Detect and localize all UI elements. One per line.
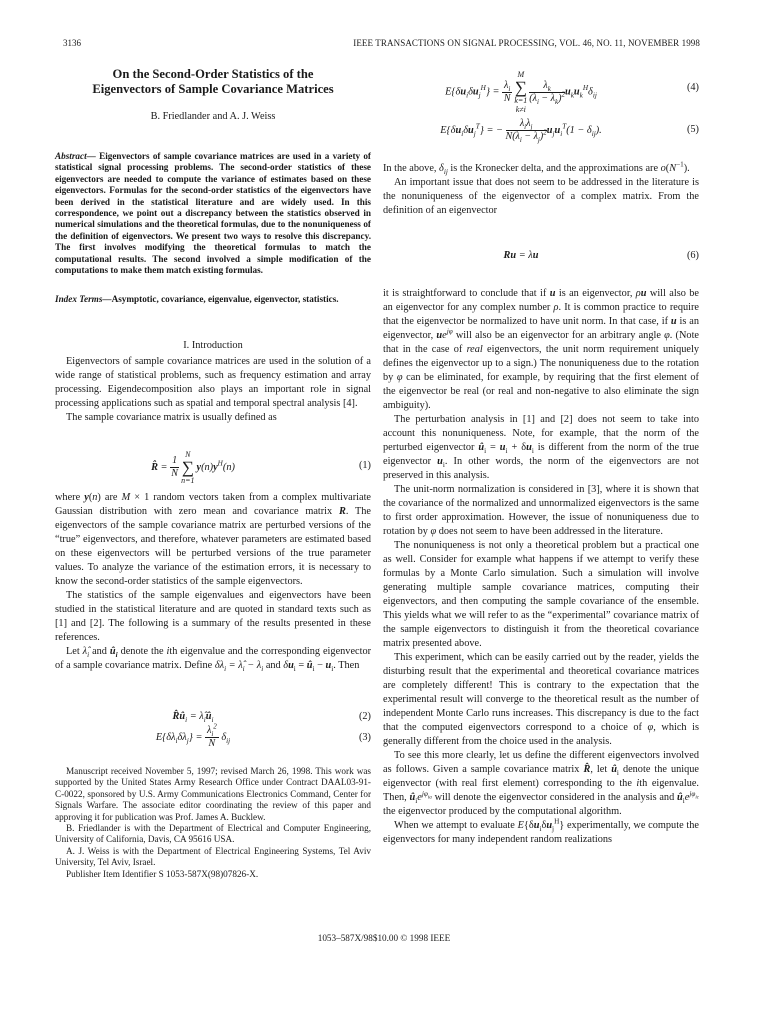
footnote bbox=[55, 766, 371, 880]
abstract-label: Abstract— bbox=[55, 151, 96, 161]
intro-paragraphs bbox=[55, 355, 371, 425]
authors: B. Friedlander and A. J. Weiss bbox=[150, 111, 276, 122]
equation-5-body: $E\{\delta u_i\delta u_j^T\}$ = − $\frac{\lambda_i\lambda_j}{N(\lambda_i - \lambda_j)^2}$ $u_ju_i^T(1 - \delta_{ij})$. bbox=[440, 118, 602, 144]
abstract bbox=[55, 151, 371, 276]
paragraph: it is straightforward to conclude that if u is an eigenvector, ρu will also be an eigenvector for any complex number ρ. It is common practice to require that the eigenvector be normalized to have unit norm. In that case, if u is an eigenvector, $ue^{j\varphi}$ will also be an eigenvector for an arbitrary angle φ. (Note that in the case of real eigenvectors, the unit norm requirement uniquely defines the eigenvector up to a sign.) The nonuniqueness due to the rotation by φ can be eliminated, for example, by requiring that the first element of the eigenvector be real (or real and non-negative to also eliminate the sign ambiguity). bbox=[383, 288, 700, 411]
index-terms-text: Asymptotic, covariance, eigenvalue, eigenvector, statistics. bbox=[111, 294, 339, 304]
paragraph: This experiment, which can be easily carried out by the reader, yields the disturbing result that the experimental and theoretical covariance matrices are completely different! This is contrary to the expectation that the experimental result will converge to the theoretical result as the number of independent Monte Carlo runs increases. This discrepancy is due to the fact that the computed eigenvectors correspond to a choice of φ, which is generally different from the choice used in the analysis. bbox=[383, 652, 699, 747]
paragraph: In the above, $\delta_{ij}$ is the Kronecker delta, and the approximations are $o(N^{-1})$. bbox=[383, 160, 690, 177]
equation-6-body: Ru = λu bbox=[503, 250, 539, 261]
index-terms-label: Index Terms— bbox=[55, 294, 112, 304]
equation-5-number: (5) bbox=[686, 124, 699, 135]
equation-5 bbox=[383, 118, 699, 146]
title-line-1: On the Second-Order Statistics of the bbox=[112, 67, 314, 81]
paragraph: An important issue that does not seem to be addressed in the literature is the nonuniqueness of the eigenvector of a complex matrix. From the definition of an eigenvector bbox=[383, 177, 699, 216]
body-paragraphs-left bbox=[55, 491, 371, 673]
equation-6 bbox=[383, 250, 699, 266]
equation-2-number: (2) bbox=[358, 711, 371, 722]
paragraph: When we attempt to evaluate $E\{\delta u_i\delta u_j^H\}$ experimentally, we compute the eigenvectors for many independent random realizations bbox=[383, 817, 699, 845]
index-terms bbox=[55, 294, 371, 305]
paragraph: To see this more clearly, let us define the different eigenvectors involved as follows. Given a sample covariance matrix R̂, let $û_i$ denote the unique eigenvector (with real first element) corresponding to the ith eigenvalue. Then, $û_ie^{j\varphi_{ia}}$ will denote the eigenvector considered in the analysis and $û_ie^{j\varphi_{ic}}$ the eigenvector produced by the computational algorithm. bbox=[383, 750, 699, 817]
body-paragraphs-right-1 bbox=[383, 162, 699, 218]
equation-4-body: $E\{\delta u_i\delta u_j^H\}$ = $\frac{\lambda_i}{N}$ M ∑ k=1 k≠i $\frac{\lambda_k}{(\lambda_i - \lambda_k)^2}$ $u_ku_k^H\delta_{ij}$ bbox=[445, 70, 597, 114]
equation-2-body: $R̂û_i$ = $\lambdâ_iû_i$ bbox=[172, 711, 214, 725]
paragraph: Let $\lambdâ_i$ and $û_i$ denote the ith eigenvalue and the corresponding eigenvector of a sample covariance matrix. Define $\delta\lambda_i$ = $\lambdâ_i - \lambda_i$ and $\delta u_i$ = $û_i - u_i$. Then bbox=[55, 646, 372, 674]
equation-6-number: (6) bbox=[686, 250, 699, 261]
paragraph: The nonuniqueness is not only a theoretical problem but a practical one as well. Consider for example what happens if we attempt to verify these formulas by a Monte Carlo simulation. Such a simulation will involve generating multiple sample covariance matrices, computing their eigenvectors, and then computing the sample covariance of the ensemble. This yields what we will refer to as the “experimental” covariance matrix of the sample eigenvectors to distinguish it from the theoretical covariance matrix presented above. bbox=[383, 540, 699, 649]
equation-3 bbox=[55, 722, 371, 751]
equation-1-number: (1) bbox=[358, 460, 371, 471]
equation-3-number: (3) bbox=[358, 732, 371, 743]
equation-1 bbox=[55, 448, 371, 488]
equation-4 bbox=[383, 70, 699, 114]
paragraph: The sample covariance matrix is usually defined as bbox=[66, 412, 277, 423]
paragraph: The statistics of the sample eigenvalues and eigenvectors have been studied in the statistical literature and are quoted in standard texts such as [1] and [2]. The following is a summary of the results presented in these references. bbox=[55, 590, 371, 643]
title-line-2: Eigenvectors of Sample Covariance Matrices bbox=[92, 82, 334, 96]
paper-title bbox=[55, 67, 371, 97]
footnote-received: Manuscript received November 5, 1997; revised March 26, 1998. This work was supported by the United States Army Research Office under Contract DAAL03-91-C-0022, sponsored by U.S. Army Communications Electronics Command, Center for Signals Warfare. The associate editor coordinating the review of this paper and approving it for publication was Prof. James A. Bucklew. bbox=[55, 766, 371, 822]
equation-4-number: (4) bbox=[686, 82, 699, 93]
abstract-text: Eigenvectors of sample covariance matrices are used in a variety of statistical signal processing problems. The second-order statistics of these eigenvectors are needed to compute the variance of estimates based on these eigenvectors. Formulas for the second-order statistics of the eigenvectors have been derived in the statistical literature and are widely used. In this correspondence, we point out a discrepancy between the statistics observed in numerical simulations and the theoretical formulas, due to the nonuniqueness of the definition of eigenvectors. We present two ways to resolve this discrepancy. The first involves modifying the theoretical formulas to match the computational results. The second involved a simple modification of the computations to make them match existing formulas. bbox=[55, 151, 371, 276]
footnote-pii: Publisher Item Identifier S 1053-587X(98)07826-X. bbox=[66, 868, 259, 879]
equation-3-body: $E\{\delta\lambda_i\delta\lambda_j\}$ = $\frac{\lambda_i^2}{N}$ $\delta_{ij}$ bbox=[155, 722, 231, 749]
paragraph: where y(n) are M × 1 random vectors taken from a complex multivariate Gaussian distribution with zero mean and covariance matrix R. The eigenvectors of the sample covariance matrix are perturbed versions of the “true” eigenvectors, and therefore, whatever parameters are estimated based on these eigenvectors will be perturbed versions of the true parameter values. To analyze the variance of the estimation errors, it is necessary to know the second-order statistics of the sample eigenvectors. bbox=[55, 492, 371, 587]
copyright-footer: 1053–587X/98$10.00 © 1998 IEEE bbox=[317, 933, 451, 943]
page-number: 3136 bbox=[63, 38, 81, 48]
body-paragraphs-right-2 bbox=[383, 287, 699, 847]
paragraph: Eigenvectors of sample covariance matrices are used in the solution of a wide range of statistical problems, such as frequency estimation and array processing. Eigendecomposition also plays an important role in signal processing applications such as spatial and temporal spectral analysis [4]. bbox=[55, 356, 371, 409]
footnote-friedlander: B. Friedlander is with the Department of Electrical and Computer Engineering, University of California, Davis, CA 95616 USA. bbox=[55, 823, 371, 845]
section-heading-introduction: I. Introduction bbox=[183, 340, 243, 351]
equation-1-body: R̂ = $\frac{1}{N}$ N ∑ $n=1y(n)y^H(n)$ bbox=[151, 450, 235, 485]
paragraph: The unit-norm normalization is considered in [3], where it is shown that the covariance of the normalized and unnormalized eigenvectors is the same to first order approximation. However, the issue of nonuniqueness due to rotation by φ does not seem to have been addressed in the literature. bbox=[383, 484, 699, 537]
journal-running-header: IEEE TRANSACTIONS ON SIGNAL PROCESSING, VOL. 46, NO. 11, NOVEMBER 1998 bbox=[353, 38, 700, 48]
footnote-weiss: A. J. Weiss is with the Department of Electrical Engineering Systems, Tel Aviv University, Tel Aviv, Israel. bbox=[55, 845, 371, 868]
paragraph: The perturbation analysis in [1] and [2] does not seem to take into account this nonuniqueness. Note, for example, that the norm of the perturbed eigenvector $û_i = u_i + \delta u_i$ is different from the norm of the true eigenvector $u_i$. In other words, the norm of the eigenvectors are not preserved in this analysis. bbox=[383, 414, 699, 481]
